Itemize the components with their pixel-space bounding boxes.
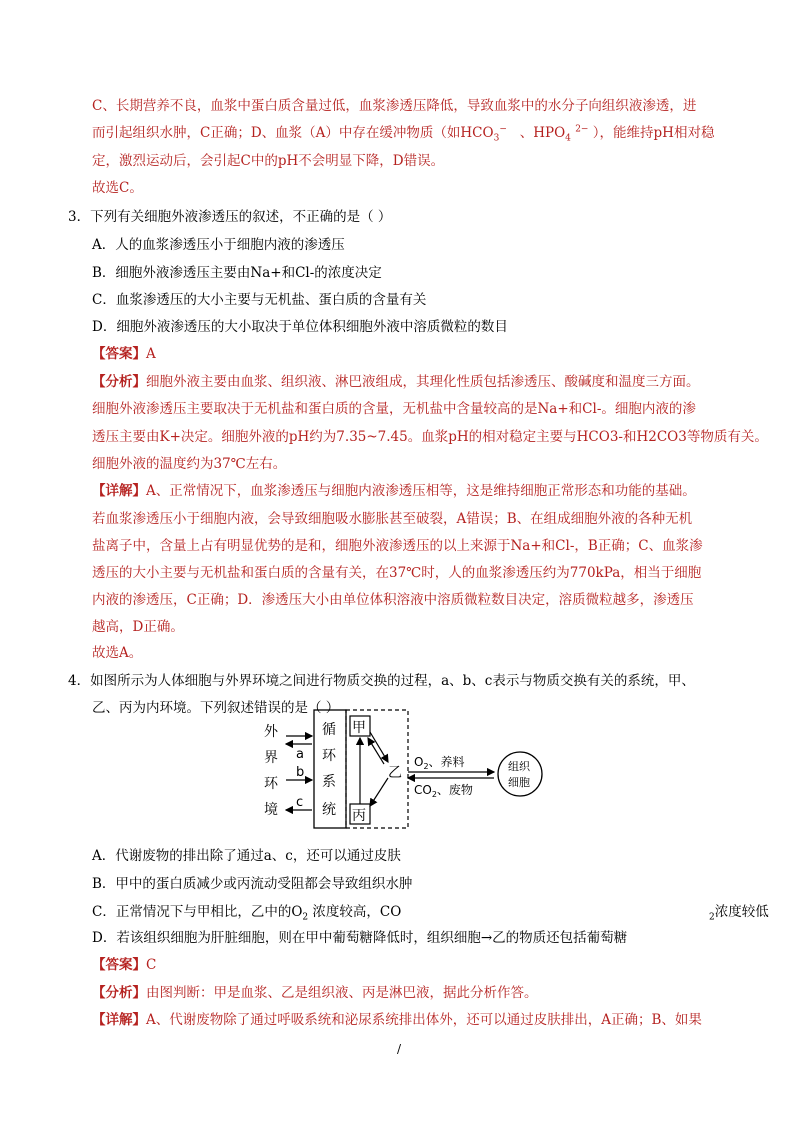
q4-option-d: D．若该组织细胞为肝脏细胞，则在甲中葡萄糖降低时，组织细胞→乙的物质还包括葡萄糖	[92, 930, 628, 946]
bing-label: 丙	[352, 808, 366, 824]
q3-option-a: A．人的血浆渗透压小于细胞内液的渗透压	[92, 237, 345, 253]
q3-detail-line-6: 越高，D正确。	[92, 619, 184, 635]
q4-option-a: A．代谢废物的排出除了通过a、c，还可以通过皮肤	[92, 848, 401, 864]
outer-env-char-1: 外	[264, 724, 278, 740]
outer-env-char-4: 境	[264, 802, 278, 818]
prev-explanation-line-3: 定，激烈运动后，会引起C中的pH不会明显下降，D错误。	[92, 153, 445, 169]
arrow-yi-to-bing	[370, 778, 388, 806]
q3-analysis-line-4: 细胞外液的温度约为37℃左右。	[92, 456, 287, 472]
q4-detail: 【详解】A、代谢废物除了通过呼吸系统和泌尿系统排出体外，还可以通过皮肤排出，A正确；B、如果	[92, 1012, 702, 1028]
q4-answer: 【答案】C	[92, 957, 157, 973]
outer-env-char-3: 环	[264, 776, 278, 792]
q4-stem-line-1: 4．如图所示为人体细胞与外界环境之间进行物质交换的过程，a、b、c表示与物质交换有关的系统，甲、	[68, 673, 695, 689]
q4-option-c-tail: $_2$浓度较低	[709, 904, 769, 923]
q3-stem: 3．下列有关细胞外液渗透压的叙述，不正确的是（ ）	[68, 209, 392, 225]
circulation-char-3: 系	[322, 774, 336, 790]
jia-label: 甲	[352, 720, 366, 736]
q4-analysis: 【分析】由图判断：甲是血浆、乙是组织液、丙是淋巴液，据此分析作答。	[92, 985, 538, 1001]
q3-detail-line-5: 内液的渗透压，C正确；D．渗透压大小由单位体积溶液中溶质微粒数目决定，溶质微粒越多，渗透压	[92, 592, 694, 608]
o2-nutrient-label: $O_2$、养料	[414, 755, 465, 771]
label-a: a	[296, 747, 304, 762]
prev-explanation-line-2: 而引起组织水肿，C正确；D、血浆（A）中存在缓冲物质（如$HCO_3^-$ 、$HPO_4$ $^{2-}$ ），能维持pH相对稳	[92, 124, 715, 144]
q3-detail-line-1: 【详解】A、正常情况下，血浆渗透压与细胞内液渗透压相等，这是维持细胞正常形态和功能的基础。	[92, 483, 696, 499]
q3-choose: 故选A。	[92, 645, 143, 661]
arrow-jia-to-yi	[370, 732, 388, 762]
q3-option-b: B．细胞外液渗透压主要由Na+和Cl-的浓度决定	[92, 265, 382, 281]
q3-option-d: D．细胞外液渗透压的大小取决于单位体积细胞外液中溶质微粒的数目	[92, 319, 508, 335]
material-exchange-diagram	[258, 706, 548, 834]
q3-detail-line-3: 盐离子中，含量上占有明显优势的是和，细胞外液渗透压的以上来源于Na+和Cl-，B正确；C、血浆渗	[92, 538, 703, 554]
q3-analysis-line-1: 【分析】细胞外液主要由血浆、组织液、淋巴液组成，其理化性质包括渗透压、酸碱度和温度三方面。	[92, 374, 700, 390]
tissue-cell-label-1: 组织	[508, 760, 530, 773]
outer-env-char-2: 界	[264, 750, 278, 766]
circulation-char-1: 循	[322, 722, 336, 738]
q3-answer: 【答案】A	[92, 346, 156, 362]
yi-label: 乙	[388, 765, 402, 781]
prev-choose: 故选C。	[92, 180, 143, 196]
prev-explanation-line-1: C、长期营养不良，血浆中蛋白质含量过低，血浆渗透压降低，导致血浆中的水分子向组织液渗透，进	[92, 98, 697, 114]
page-footer-mark: /	[397, 1042, 402, 1056]
circulation-char-4: 统	[322, 802, 336, 818]
circulation-char-2: 环	[322, 748, 336, 764]
q3-detail-line-4: 透压的大小主要与无机盐和蛋白质的含量有关，在37℃时，人的血浆渗透压约为770kPa，相当于细胞	[92, 565, 702, 581]
q3-analysis-line-2: 细胞外液渗透压主要取决于无机盐和蛋白质的含量，无机盐中含量较高的是Na+和Cl-。细胞内液的渗	[92, 401, 696, 417]
q4-option-c: C．正常情况下与甲相比，乙中的$O_2$ 浓度较高，CO	[92, 904, 402, 923]
label-c: c	[296, 795, 304, 810]
q4-stem-line-2: 乙、丙为内环境。下列叙述错误的是（ ）	[92, 700, 340, 716]
label-b: b	[296, 765, 305, 780]
tissue-cell-label-2: 细胞	[508, 776, 530, 789]
q3-analysis-line-3: 透压主要由K+决定。细胞外液的pH约为7.35~7.45。血浆pH的相对稳定主要与HCO3-和H2CO3等物质有关。	[92, 429, 768, 445]
co2-waste-label: $CO_2$、废物	[414, 783, 473, 799]
tissue-cell-circle	[498, 752, 542, 796]
q3-option-c: C．血浆渗透压的大小主要与无机盐、蛋白质的含量有关	[92, 292, 427, 308]
q4-option-b: B．甲中的蛋白质减少或丙流动受阻都会导致组织水肿	[92, 876, 413, 892]
q3-detail-line-2: 若血浆渗透压小于细胞内液，会导致细胞吸水膨胀甚至破裂，A错误；B、在组成细胞外液的各种无机	[92, 511, 693, 527]
